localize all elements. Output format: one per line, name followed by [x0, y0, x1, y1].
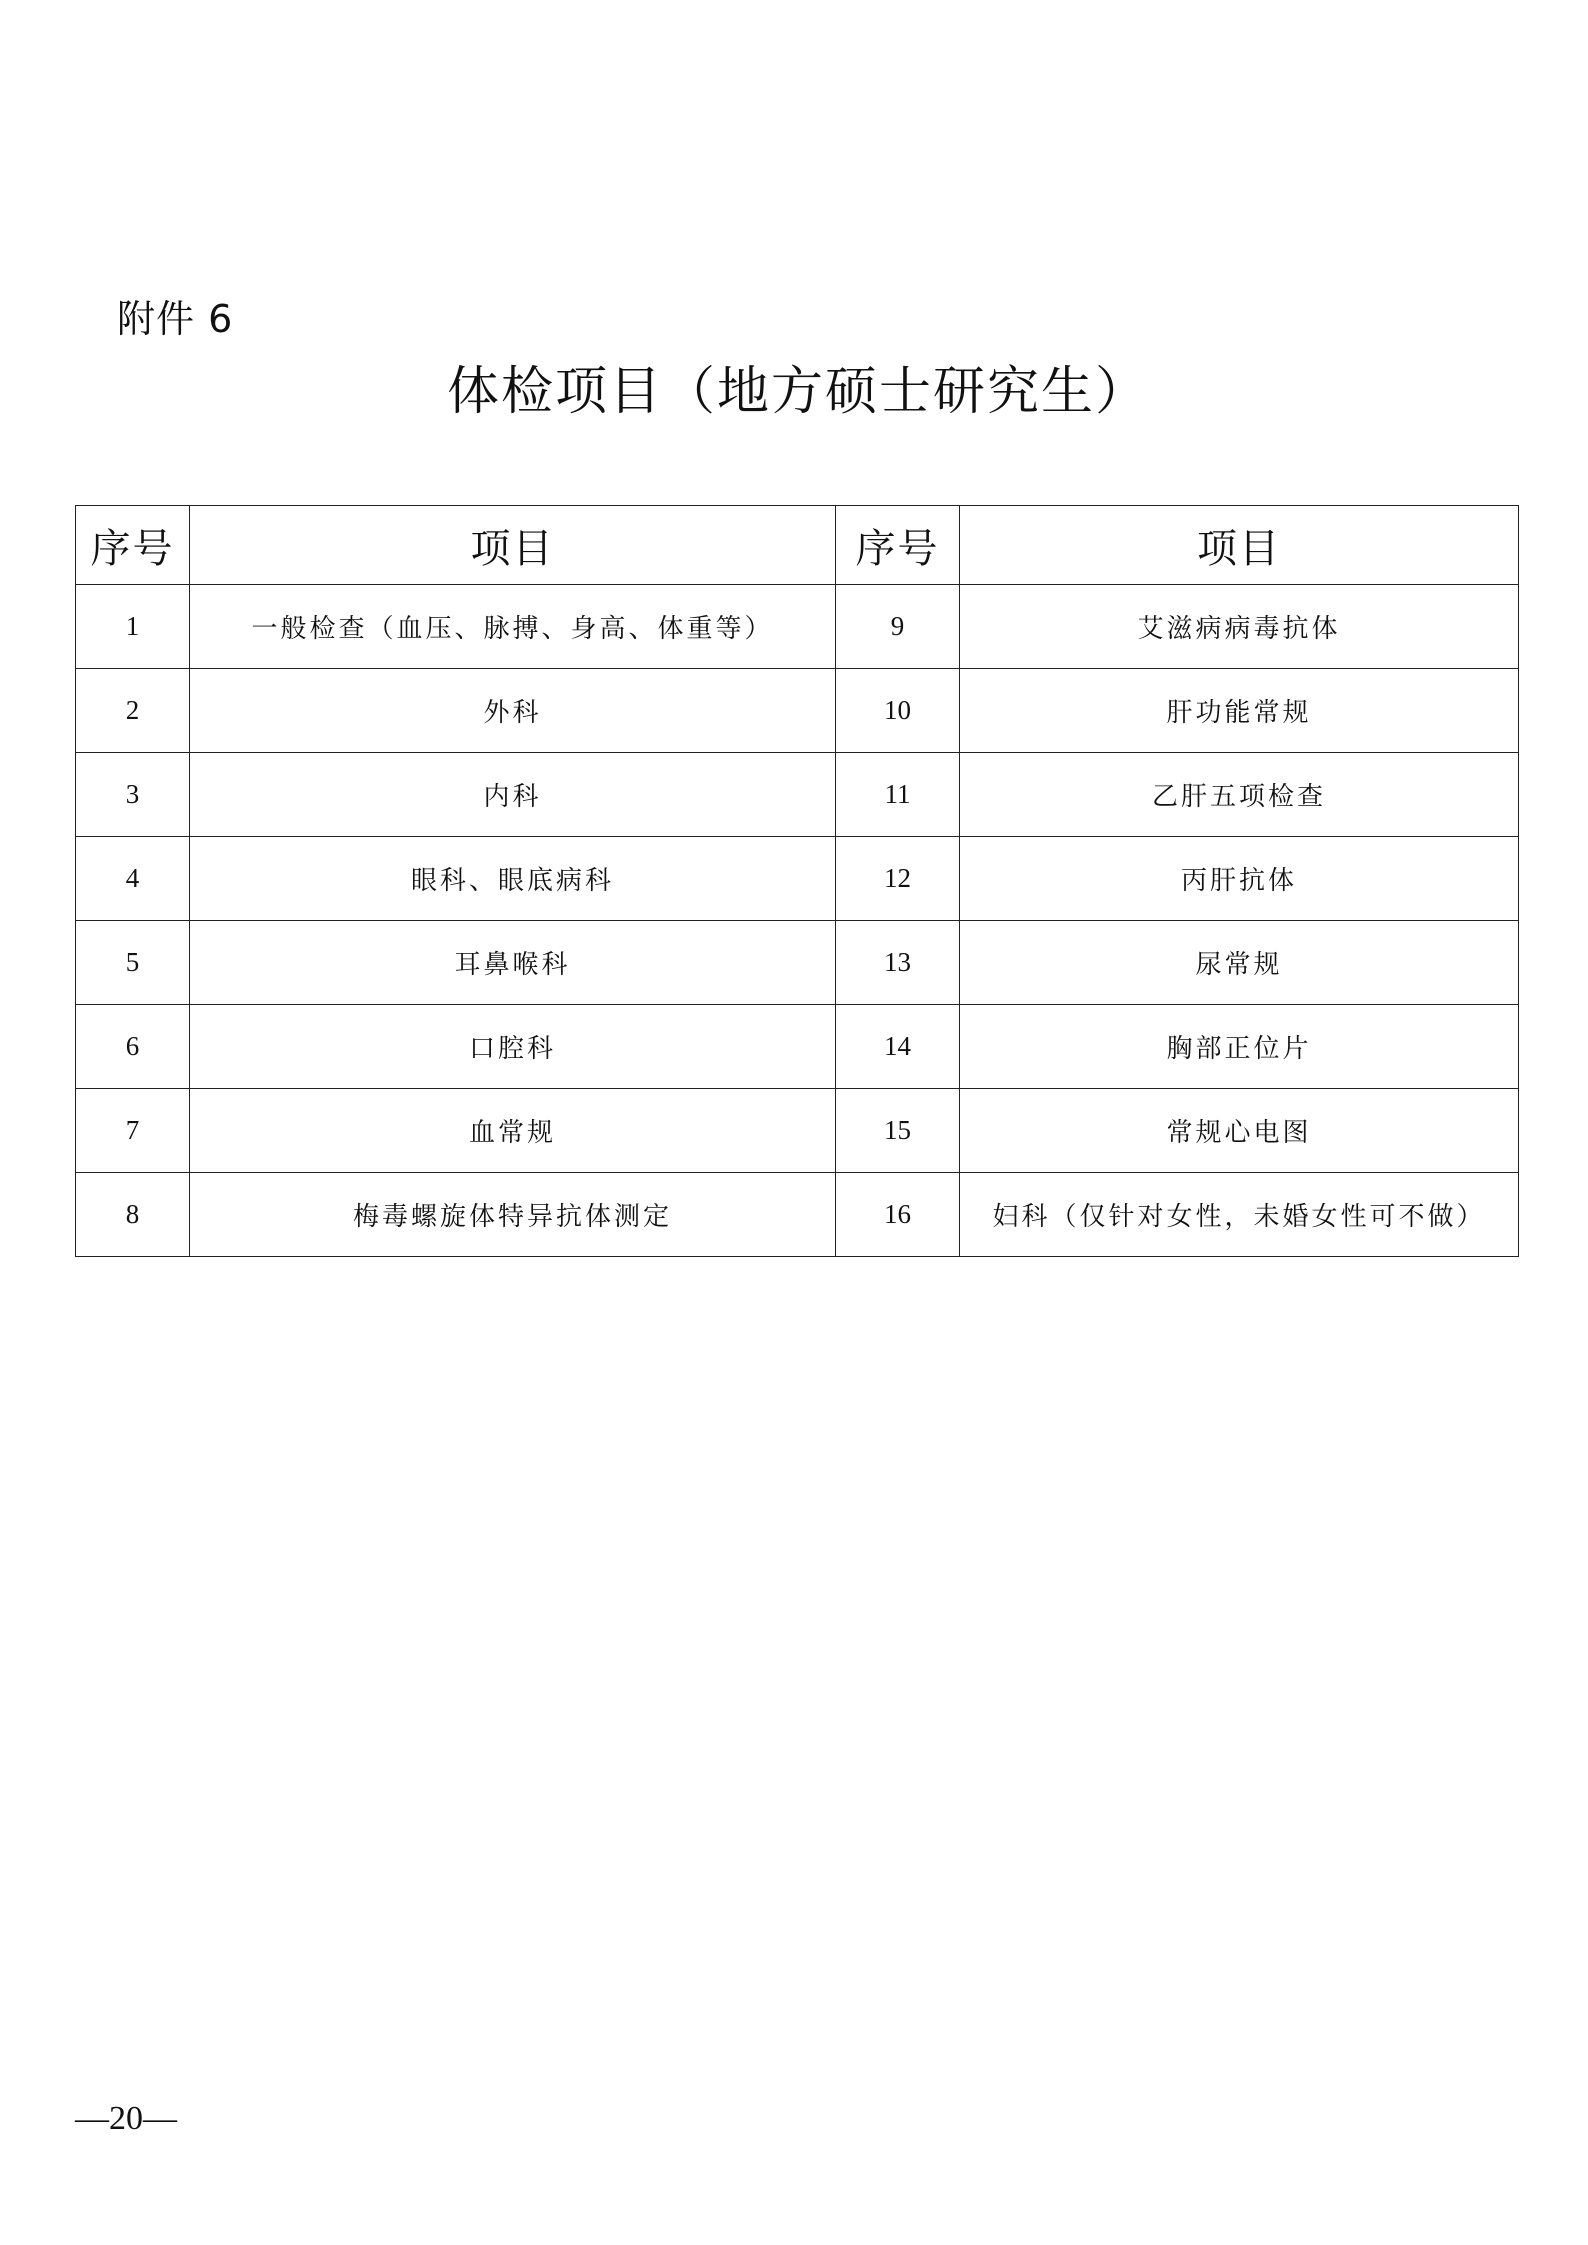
row-left-number: 1: [76, 585, 190, 669]
row-left-item: 眼科、眼底病科: [190, 837, 836, 921]
row-right-item: 妇科（仅针对女性，未婚女性可不做）: [960, 1173, 1519, 1257]
row-right-number: 11: [836, 753, 960, 837]
row-right-item: 尿常规: [960, 921, 1519, 1005]
row-right-item: 常规心电图: [960, 1089, 1519, 1173]
row-right-item: 丙肝抗体: [960, 837, 1519, 921]
row-left-item: 血常规: [190, 1089, 836, 1173]
header-left-number: 序号: [76, 506, 190, 585]
row-left-item: 梅毒螺旋体特异抗体测定: [190, 1173, 836, 1257]
row-left-number: 8: [76, 1173, 190, 1257]
row-right-number: 14: [836, 1005, 960, 1089]
header-left-item: 项目: [190, 506, 836, 585]
row-right-item: 乙肝五项检查: [960, 753, 1519, 837]
row-right-number: 9: [836, 585, 960, 669]
row-right-item: 胸部正位片: [960, 1005, 1519, 1089]
row-right-number: 12: [836, 837, 960, 921]
row-left-number: 2: [76, 669, 190, 753]
row-left-number: 7: [76, 1089, 190, 1173]
row-left-item: 外科: [190, 669, 836, 753]
row-right-item: 艾滋病病毒抗体: [960, 585, 1519, 669]
row-left-item: 口腔科: [190, 1005, 836, 1089]
row-left-item: 耳鼻喉科: [190, 921, 836, 1005]
row-right-number: 13: [836, 921, 960, 1005]
table-row: [76, 837, 1519, 921]
exam-items-table: [75, 505, 1519, 1257]
table-row: [76, 1089, 1519, 1173]
row-left-number: 5: [76, 921, 190, 1005]
row-right-number: 10: [836, 669, 960, 753]
page-number: —20—: [75, 2100, 177, 2137]
table-row: [76, 1005, 1519, 1089]
table-body: [76, 585, 1519, 1257]
row-left-number: 4: [76, 837, 190, 921]
row-left-number: 6: [76, 1005, 190, 1089]
table-row: [76, 753, 1519, 837]
header-right-number: 序号: [836, 506, 960, 585]
table-row: [76, 1173, 1519, 1257]
table-header-row: [76, 506, 1519, 585]
table-row: [76, 921, 1519, 1005]
header-right-item: 项目: [960, 506, 1519, 585]
row-right-number: 15: [836, 1089, 960, 1173]
row-left-item: 内科: [190, 753, 836, 837]
attachment-label: 附件 6: [117, 297, 234, 341]
row-left-item: 一般检查（血压、脉搏、身高、体重等）: [190, 585, 836, 669]
table-row: [76, 669, 1519, 753]
row-right-item: 肝功能常规: [960, 669, 1519, 753]
table-row: [76, 585, 1519, 669]
row-right-number: 16: [836, 1173, 960, 1257]
row-left-number: 3: [76, 753, 190, 837]
page-title: 体检项目（地方硕士研究生）: [446, 362, 1149, 422]
